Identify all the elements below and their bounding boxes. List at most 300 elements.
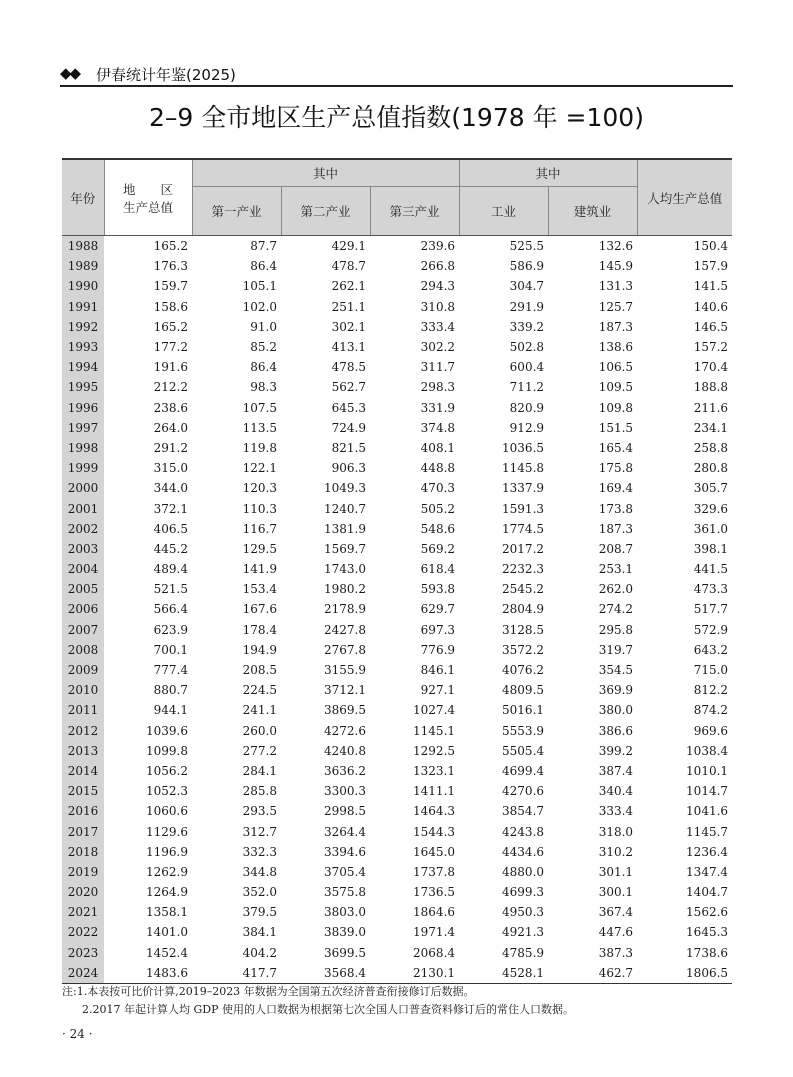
value-cell: 4272.6 <box>324 723 366 738</box>
value-cell: 4699.3 <box>502 885 545 900</box>
table-row <box>62 297 732 317</box>
value-cell: 107.5 <box>242 400 277 415</box>
value-cell: 1806.5 <box>637 963 732 984</box>
value-cell: 586.9 <box>509 259 545 274</box>
value-cell: 2545.2 <box>502 582 545 597</box>
table-row <box>62 801 732 821</box>
value-cell: 1039.6 <box>146 723 188 738</box>
value-cell: 145.9 <box>598 259 634 274</box>
year-cell: 2014 <box>62 761 104 781</box>
value-cell: 165.2 <box>153 319 188 334</box>
value-cell: 187.3 <box>598 521 634 536</box>
value-cell: 618.4 <box>420 562 456 577</box>
value-cell: 517.7 <box>693 602 729 617</box>
value-cell: 1262.9 <box>146 864 188 879</box>
table-row <box>62 781 732 801</box>
table-row <box>62 398 732 418</box>
value-cell: 1569.7 <box>324 541 366 556</box>
value-cell: 2804.9 <box>502 602 545 617</box>
value-cell: 304.7 <box>509 279 545 294</box>
value-cell: 302.2 <box>420 340 456 355</box>
value-cell: 274.2 <box>598 602 634 617</box>
value-cell: 253.1 <box>598 562 634 577</box>
value-cell: 150.4 <box>693 239 729 254</box>
value-cell: 3128.5 <box>502 622 545 637</box>
value-cell: 158.6 <box>153 299 188 314</box>
value-cell: 1323.1 <box>413 763 456 778</box>
value-cell: 301.1 <box>598 864 634 879</box>
value-cell: 398.1 <box>693 541 729 556</box>
value-cell: 4785.9 <box>502 945 545 960</box>
table-row <box>62 337 732 357</box>
value-cell: 1060.6 <box>146 804 188 819</box>
year-cell: 1988 <box>62 236 104 257</box>
value-cell: 3575.8 <box>324 885 366 900</box>
table-row <box>62 882 732 902</box>
header-year: 年份 <box>62 159 104 236</box>
value-cell: 1145.7 <box>686 824 729 839</box>
value-cell: 1010.1 <box>686 763 729 778</box>
table-row <box>62 498 732 518</box>
value-cell: 1645.0 <box>413 844 456 859</box>
value-cell: 3300.3 <box>324 784 366 799</box>
value-cell: 1980.2 <box>324 582 366 597</box>
value-cell: 85.2 <box>250 340 277 355</box>
value-cell: 413.1 <box>331 340 366 355</box>
value-cell: 1236.4 <box>686 844 729 859</box>
value-cell: 5016.1 <box>502 703 545 718</box>
value-cell: 1483.6 <box>104 963 192 984</box>
value-cell: 462.7 <box>548 963 637 984</box>
year-cell: 1996 <box>62 398 104 418</box>
table-row <box>62 458 732 478</box>
value-cell: 234.1 <box>693 420 729 435</box>
value-cell: 177.2 <box>153 340 188 355</box>
year-cell: 2001 <box>62 498 104 518</box>
value-cell: 408.1 <box>420 440 456 455</box>
header-primary: 第一产业 <box>192 187 281 236</box>
running-header <box>60 62 733 86</box>
value-cell: 387.3 <box>598 945 634 960</box>
year-cell: 2002 <box>62 519 104 539</box>
value-cell: 776.9 <box>420 642 456 657</box>
year-cell: 2003 <box>62 539 104 559</box>
value-cell: 4243.8 <box>502 824 545 839</box>
value-cell: 715.0 <box>693 663 729 678</box>
value-cell: 310.8 <box>420 299 456 314</box>
table-row <box>62 821 732 841</box>
table-row <box>62 559 732 579</box>
value-cell: 4950.3 <box>502 905 545 920</box>
gdp-index-table <box>62 158 732 984</box>
value-cell: 344.8 <box>242 864 277 879</box>
value-cell: 354.5 <box>598 663 634 678</box>
value-cell: 1971.4 <box>413 925 456 940</box>
value-cell: 880.7 <box>153 683 188 698</box>
value-cell: 1737.8 <box>413 864 456 879</box>
value-cell: 167.6 <box>242 602 277 617</box>
value-cell: 600.4 <box>509 360 545 375</box>
value-cell: 505.2 <box>420 501 456 516</box>
year-cell: 1991 <box>62 297 104 317</box>
year-cell: 1993 <box>62 337 104 357</box>
value-cell: 361.0 <box>693 521 729 536</box>
table-row <box>62 640 732 660</box>
value-cell: 1337.9 <box>502 481 545 496</box>
year-cell: 2006 <box>62 599 104 619</box>
value-cell: 260.0 <box>242 723 277 738</box>
value-cell: 300.1 <box>598 885 634 900</box>
header-gdp-line2: 生产总值 <box>122 199 173 215</box>
value-cell: 1145.8 <box>502 461 545 476</box>
value-cell: 1099.8 <box>146 743 188 758</box>
year-cell: 2023 <box>62 943 104 963</box>
value-cell: 4240.8 <box>324 743 366 758</box>
value-cell: 157.2 <box>693 340 729 355</box>
value-cell: 122.1 <box>242 461 277 476</box>
header-group-2: 其中 <box>459 159 637 187</box>
value-cell: 295.8 <box>598 622 634 637</box>
value-cell: 429.1 <box>331 239 366 254</box>
value-cell: 1411.1 <box>413 784 456 799</box>
value-cell: 525.5 <box>509 239 545 254</box>
value-cell: 379.5 <box>242 905 277 920</box>
value-cell: 2068.4 <box>413 945 456 960</box>
value-cell: 294.3 <box>420 279 456 294</box>
value-cell: 2767.8 <box>324 642 366 657</box>
value-cell: 86.4 <box>250 360 277 375</box>
value-cell: 724.9 <box>331 420 366 435</box>
value-cell: 312.7 <box>242 824 277 839</box>
value-cell: 1036.5 <box>502 440 545 455</box>
value-cell: 1358.1 <box>146 905 188 920</box>
value-cell: 2427.8 <box>324 622 366 637</box>
value-cell: 169.4 <box>598 481 634 496</box>
value-cell: 340.4 <box>598 784 634 799</box>
value-cell: 448.8 <box>420 461 456 476</box>
value-cell: 1464.3 <box>413 804 456 819</box>
value-cell: 113.5 <box>242 420 277 435</box>
year-cell: 2012 <box>62 721 104 741</box>
year-cell: 2017 <box>62 821 104 841</box>
value-cell: 1562.6 <box>686 905 729 920</box>
value-cell: 212.2 <box>153 380 188 395</box>
value-cell: 329.6 <box>693 501 729 516</box>
value-cell: 170.4 <box>693 360 729 375</box>
value-cell: 369.9 <box>598 683 634 698</box>
value-cell: 944.1 <box>153 703 188 718</box>
value-cell: 3854.7 <box>502 804 545 819</box>
value-cell: 106.5 <box>598 360 634 375</box>
value-cell: 874.2 <box>693 703 729 718</box>
value-cell: 280.8 <box>693 461 729 476</box>
value-cell: 191.6 <box>153 360 188 375</box>
value-cell: 566.4 <box>153 602 188 617</box>
table-row <box>62 519 732 539</box>
value-cell: 562.7 <box>331 380 366 395</box>
value-cell: 3568.4 <box>281 963 370 984</box>
year-cell: 2007 <box>62 620 104 640</box>
value-cell: 820.9 <box>509 400 545 415</box>
value-cell: 311.7 <box>420 360 456 375</box>
value-cell: 258.8 <box>693 440 729 455</box>
value-cell: 87.7 <box>250 239 277 254</box>
year-cell: 2019 <box>62 862 104 882</box>
value-cell: 310.2 <box>598 844 634 859</box>
value-cell: 241.1 <box>242 703 277 718</box>
value-cell: 387.4 <box>598 763 634 778</box>
value-cell: 470.3 <box>420 481 456 496</box>
value-cell: 1864.6 <box>413 905 456 920</box>
value-cell: 645.3 <box>331 400 366 415</box>
value-cell: 4921.3 <box>502 925 545 940</box>
value-cell: 298.3 <box>420 380 456 395</box>
value-cell: 291.9 <box>509 299 545 314</box>
value-cell: 1645.3 <box>686 925 729 940</box>
value-cell: 293.5 <box>242 804 277 819</box>
value-cell: 3712.1 <box>324 683 366 698</box>
value-cell: 302.1 <box>331 319 366 334</box>
value-cell: 1056.2 <box>146 763 188 778</box>
value-cell: 441.5 <box>693 562 729 577</box>
year-cell: 2015 <box>62 781 104 801</box>
book-title: 伊春统计年鉴(2025) <box>96 66 236 84</box>
value-cell: 478.5 <box>331 360 366 375</box>
year-cell: 1995 <box>62 377 104 397</box>
value-cell: 643.2 <box>693 642 729 657</box>
table-row <box>62 842 732 862</box>
value-cell: 406.5 <box>153 521 188 536</box>
value-cell: 1038.4 <box>686 743 729 758</box>
table-row <box>62 862 732 882</box>
value-cell: 777.4 <box>153 663 188 678</box>
value-cell: 319.7 <box>598 642 634 657</box>
value-cell: 238.6 <box>153 400 188 415</box>
table-row <box>62 377 732 397</box>
year-cell: 2022 <box>62 922 104 942</box>
table-row <box>62 680 732 700</box>
table-row <box>62 902 732 922</box>
value-cell: 284.1 <box>242 763 277 778</box>
year-cell: 2018 <box>62 842 104 862</box>
value-cell: 380.0 <box>598 703 634 718</box>
value-cell: 1743.0 <box>324 562 366 577</box>
value-cell: 339.2 <box>509 319 545 334</box>
value-cell: 1041.6 <box>686 804 729 819</box>
value-cell: 1401.0 <box>146 925 188 940</box>
value-cell: 386.6 <box>598 723 634 738</box>
value-cell: 2232.3 <box>502 562 545 577</box>
value-cell: 173.8 <box>598 501 634 516</box>
value-cell: 1292.5 <box>413 743 456 758</box>
value-cell: 333.4 <box>598 804 634 819</box>
value-cell: 1736.5 <box>413 885 456 900</box>
value-cell: 109.8 <box>598 400 634 415</box>
value-cell: 1129.6 <box>146 824 188 839</box>
value-cell: 478.7 <box>331 259 366 274</box>
value-cell: 331.9 <box>420 400 456 415</box>
value-cell: 211.6 <box>693 400 729 415</box>
value-cell: 3155.9 <box>324 663 366 678</box>
table-row <box>62 761 732 781</box>
value-cell: 447.6 <box>598 925 634 940</box>
value-cell: 141.5 <box>693 279 729 294</box>
value-cell: 399.2 <box>598 743 634 758</box>
value-cell: 1052.3 <box>146 784 188 799</box>
year-cell: 1997 <box>62 418 104 438</box>
value-cell: 4528.1 <box>459 963 548 984</box>
value-cell: 3839.0 <box>324 925 366 940</box>
value-cell: 105.1 <box>242 279 277 294</box>
value-cell: 2130.1 <box>370 963 459 984</box>
value-cell: 3394.6 <box>324 844 366 859</box>
year-cell: 2008 <box>62 640 104 660</box>
value-cell: 176.3 <box>153 259 188 274</box>
table-row <box>62 438 732 458</box>
value-cell: 1347.4 <box>686 864 729 879</box>
table-row <box>62 721 732 741</box>
value-cell: 4880.0 <box>502 864 545 879</box>
header-secondary: 第二产业 <box>281 187 370 236</box>
value-cell: 1049.3 <box>324 481 366 496</box>
value-cell: 285.8 <box>242 784 277 799</box>
value-cell: 1452.4 <box>146 945 188 960</box>
value-cell: 239.6 <box>420 239 456 254</box>
table-row <box>62 236 732 257</box>
year-cell: 2000 <box>62 478 104 498</box>
value-cell: 3264.4 <box>324 824 366 839</box>
value-cell: 194.9 <box>242 642 277 657</box>
value-cell: 262.1 <box>331 279 366 294</box>
value-cell: 927.1 <box>420 683 456 698</box>
value-cell: 912.9 <box>509 420 545 435</box>
value-cell: 372.1 <box>153 501 188 516</box>
header-construction: 建筑业 <box>548 187 637 236</box>
value-cell: 1014.7 <box>686 784 729 799</box>
value-cell: 374.8 <box>420 420 456 435</box>
value-cell: 384.1 <box>242 925 277 940</box>
year-cell: 2024 <box>62 963 104 984</box>
table-row <box>62 317 732 337</box>
value-cell: 629.7 <box>420 602 456 617</box>
value-cell: 120.3 <box>242 481 277 496</box>
header-gdp-line1: 地 区 <box>122 181 173 197</box>
table-row <box>62 741 732 761</box>
value-cell: 1738.6 <box>686 945 729 960</box>
value-cell: 109.5 <box>598 380 634 395</box>
table-row <box>62 943 732 963</box>
value-cell: 277.2 <box>242 743 277 758</box>
footnote-1: 注:1.本表按可比价计算,2019–2023 年数据为全国第五次经济普查衔接修订后数据。 <box>62 985 475 998</box>
value-cell: 4434.6 <box>502 844 545 859</box>
value-cell: 224.5 <box>242 683 277 698</box>
value-cell: 572.9 <box>693 622 729 637</box>
year-cell: 1990 <box>62 276 104 296</box>
value-cell: 404.2 <box>242 945 277 960</box>
value-cell: 91.0 <box>250 319 277 334</box>
year-cell: 2004 <box>62 559 104 579</box>
value-cell: 417.7 <box>192 963 281 984</box>
table-row <box>62 418 732 438</box>
header-industry: 工业 <box>459 187 548 236</box>
value-cell: 264.0 <box>153 420 188 435</box>
table-body <box>62 236 732 984</box>
value-cell: 3869.5 <box>324 703 366 718</box>
value-cell: 812.2 <box>693 683 729 698</box>
table-row <box>62 963 732 984</box>
value-cell: 502.8 <box>509 340 545 355</box>
value-cell: 445.2 <box>153 541 188 556</box>
value-cell: 175.8 <box>598 461 634 476</box>
value-cell: 821.5 <box>331 440 366 455</box>
table-row <box>62 357 732 377</box>
value-cell: 1027.4 <box>413 703 456 718</box>
table-row <box>62 599 732 619</box>
value-cell: 3803.0 <box>324 905 366 920</box>
value-cell: 208.5 <box>242 663 277 678</box>
value-cell: 1240.7 <box>324 501 366 516</box>
value-cell: 352.0 <box>242 885 277 900</box>
year-cell: 1992 <box>62 317 104 337</box>
table-row <box>62 579 732 599</box>
table-title: 2–9 全市地区生产总值指数(1978 年 =100) <box>149 103 644 132</box>
value-cell: 141.9 <box>242 562 277 577</box>
year-cell: 2009 <box>62 660 104 680</box>
value-cell: 188.8 <box>693 380 729 395</box>
value-cell: 697.3 <box>420 622 456 637</box>
value-cell: 489.4 <box>153 562 188 577</box>
value-cell: 4699.4 <box>502 763 545 778</box>
value-cell: 5553.9 <box>502 723 545 738</box>
value-cell: 140.6 <box>693 299 729 314</box>
year-cell: 2016 <box>62 801 104 821</box>
year-cell: 2010 <box>62 680 104 700</box>
year-cell: 1998 <box>62 438 104 458</box>
value-cell: 165.4 <box>598 440 634 455</box>
footnote-2: 2.2017 年起计算人均 GDP 使用的人口数据为根据第七次全国人口普查资料修订后的常住人口数据。 <box>82 1003 574 1016</box>
value-cell: 569.2 <box>420 541 456 556</box>
year-cell: 1994 <box>62 357 104 377</box>
value-cell: 1264.9 <box>146 885 188 900</box>
value-cell: 1145.1 <box>413 723 456 738</box>
value-cell: 521.5 <box>153 582 188 597</box>
value-cell: 367.4 <box>598 905 634 920</box>
value-cell: 969.6 <box>693 723 729 738</box>
header-per-capita: 人均生产总值 <box>637 159 732 236</box>
value-cell: 178.4 <box>242 622 277 637</box>
value-cell: 1381.9 <box>324 521 366 536</box>
value-cell: 344.0 <box>153 481 188 496</box>
table-row <box>62 256 732 276</box>
value-cell: 129.5 <box>242 541 277 556</box>
footnotes <box>62 983 574 1019</box>
header-gdp <box>104 159 192 236</box>
table-row <box>62 539 732 559</box>
year-cell: 2020 <box>62 882 104 902</box>
value-cell: 131.3 <box>598 279 634 294</box>
value-cell: 711.2 <box>509 380 545 395</box>
value-cell: 102.0 <box>242 299 277 314</box>
value-cell: 132.6 <box>598 239 634 254</box>
value-cell: 157.9 <box>693 259 729 274</box>
value-cell: 98.3 <box>250 380 277 395</box>
value-cell: 262.0 <box>598 582 634 597</box>
year-cell: 1999 <box>62 458 104 478</box>
value-cell: 1591.3 <box>502 501 545 516</box>
value-cell: 3572.2 <box>502 642 545 657</box>
value-cell: 846.1 <box>420 663 456 678</box>
year-cell: 2005 <box>62 579 104 599</box>
